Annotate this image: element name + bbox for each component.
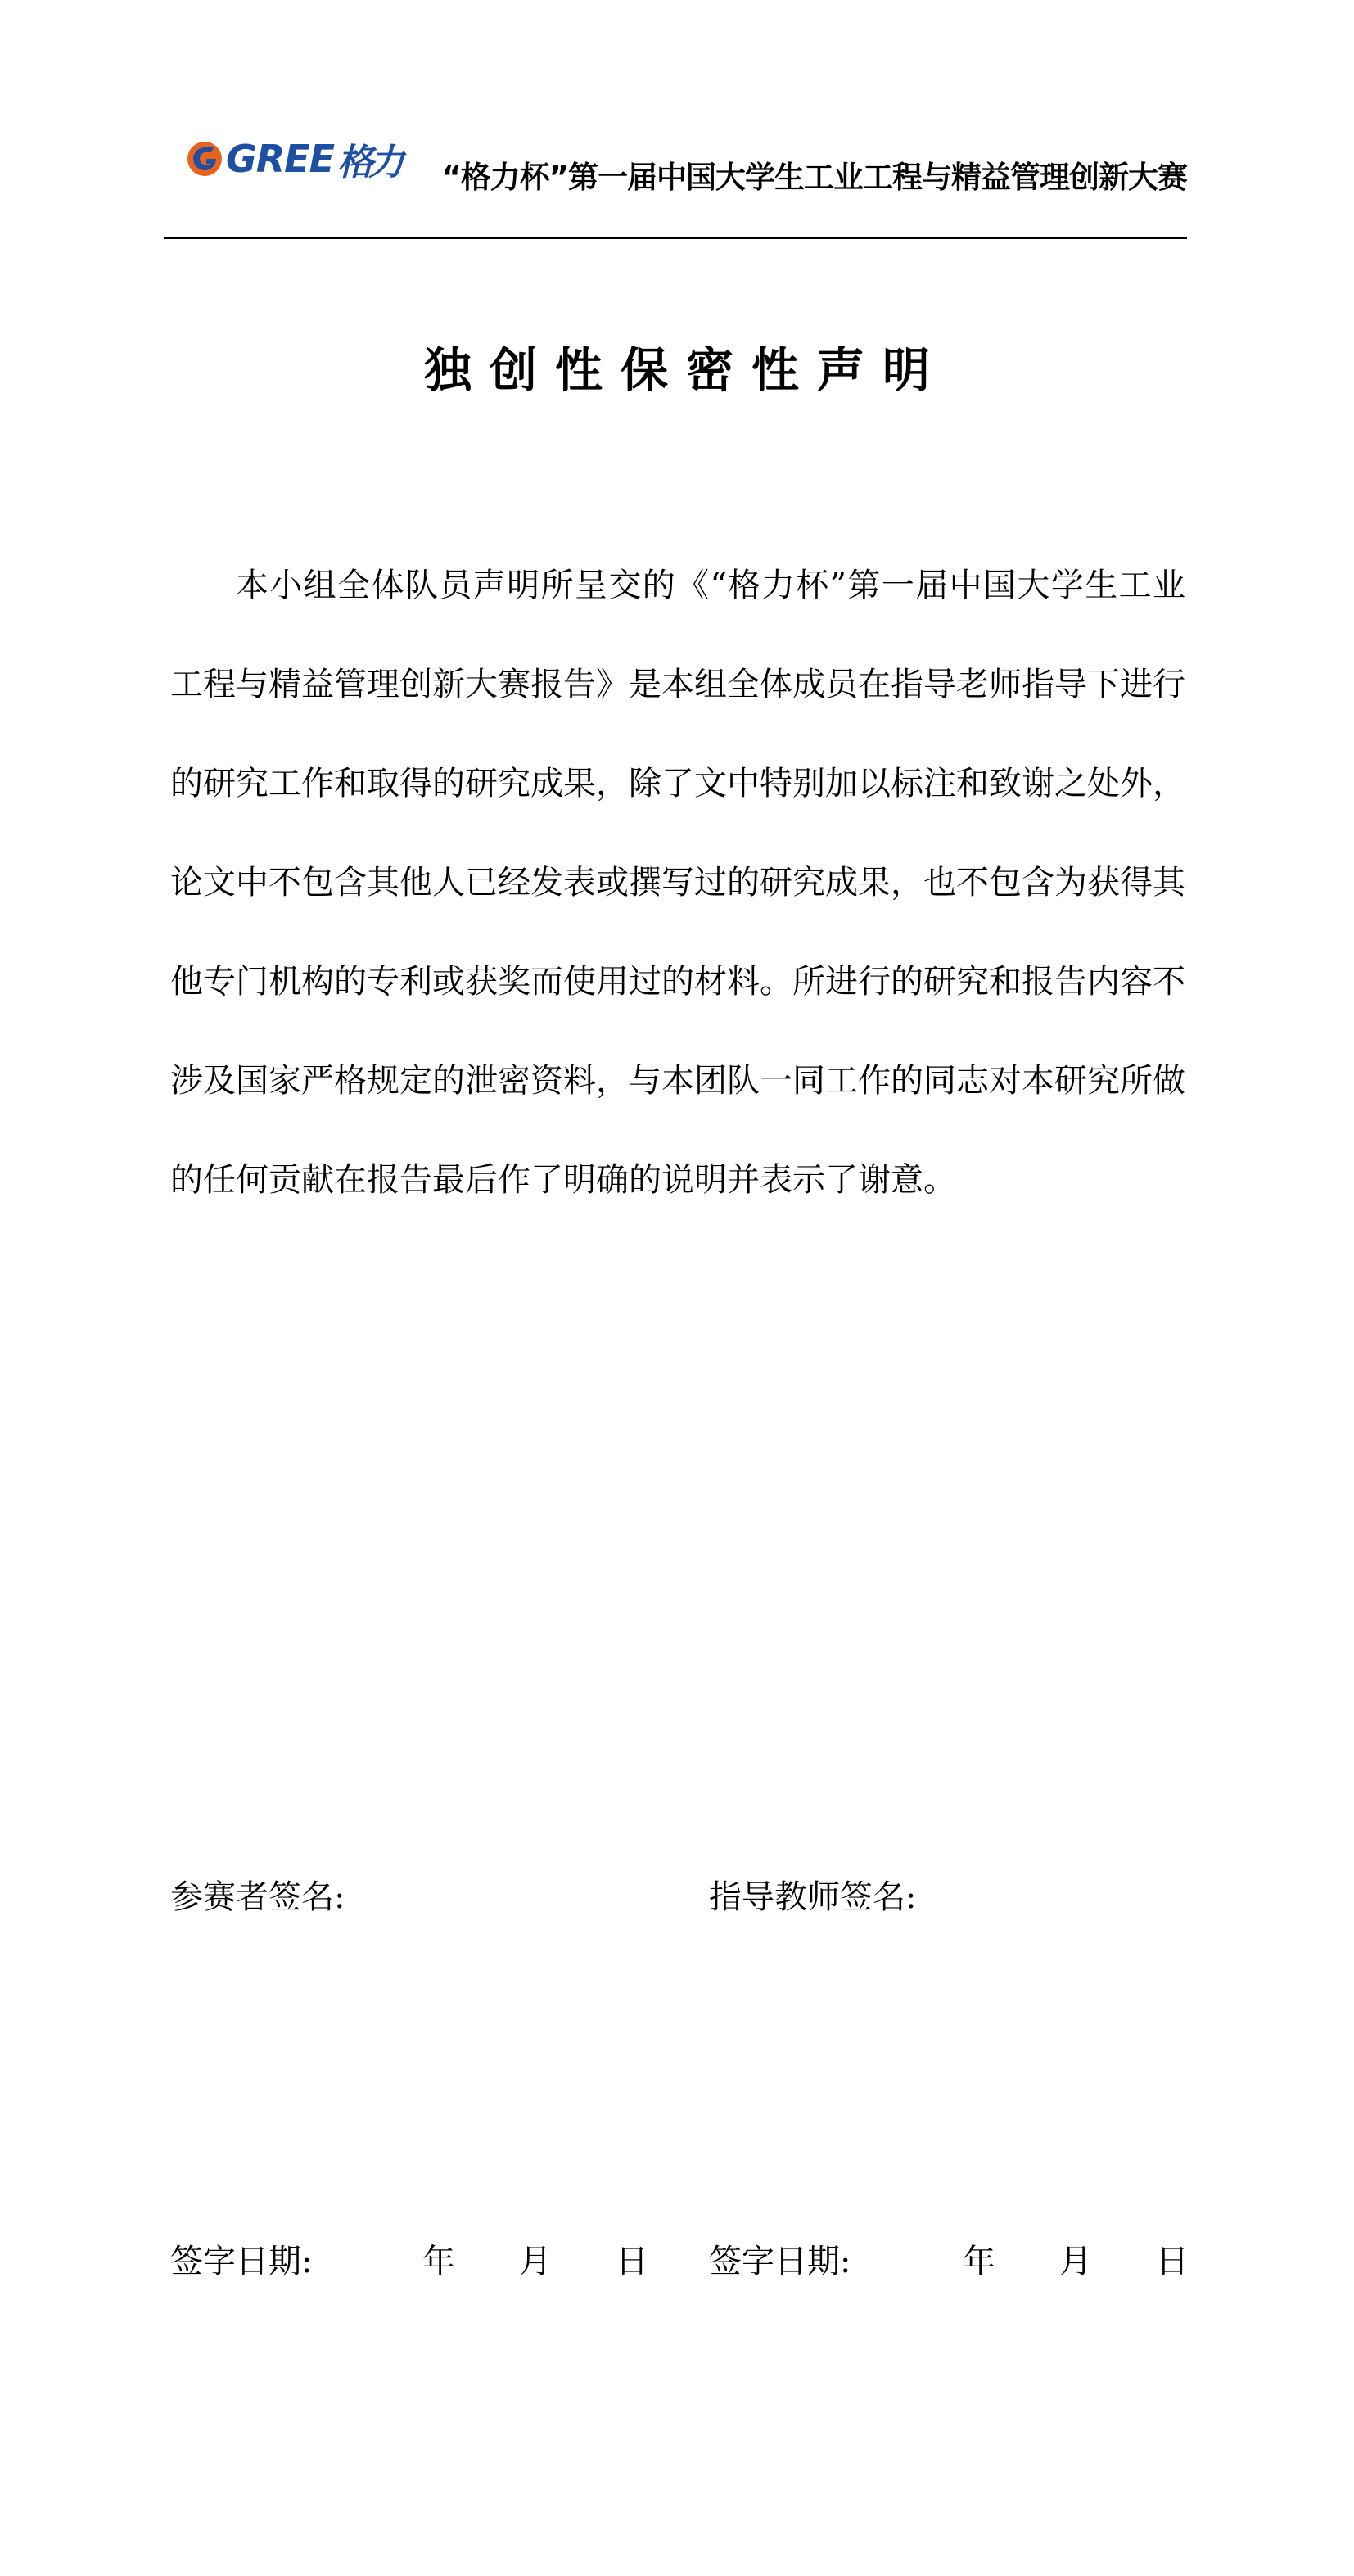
logo-chinese-wordmark: 格力 xyxy=(337,142,400,183)
left-date-year: 年 xyxy=(422,2243,455,2280)
left-date-label: 签字日期: xyxy=(170,2243,313,2280)
left-date-month: 月 xyxy=(519,2243,552,2280)
participant-signature-label: 参赛者签名: xyxy=(170,1878,345,1916)
right-date-label: 签字日期: xyxy=(709,2243,851,2280)
document-title: 独创性保密性声明 xyxy=(423,342,948,398)
right-date-year: 年 xyxy=(963,2243,995,2280)
right-date-month: 月 xyxy=(1059,2243,1092,2280)
gree-logo-icon xyxy=(187,141,223,177)
gree-logo xyxy=(187,134,399,183)
header-divider xyxy=(164,237,1187,239)
declaration-paragraph: 本小组全体队员声明所呈交的《“格力杯”第一届中国大学生工业工程与精益管理创新大赛报告》是本组全体成员在指导老师指导下进行的研究工作和取得的研究成果，除了文中特别加以标注和致谢之处外，论文中不包含其他人已经发表或撰写过的研究成果，也不包含为获得其他专门机构的专利或获奖而使用过的材料。所进行的研究和报告内容不涉及国家严格规定的泄密资料，与本团队一同工作的同志对本研究所做的任何贡献在报告最后作了明确的说明并表示了谢意。 xyxy=(170,567,1185,1199)
competition-title: “格力杯”第一届中国大学生工业工程与精益管理创新大赛 xyxy=(441,160,1187,195)
date-row xyxy=(0,2235,1354,2285)
left-date-day: 日 xyxy=(616,2243,648,2280)
right-date-day: 日 xyxy=(1156,2243,1189,2280)
page-header xyxy=(164,123,1187,237)
advisor-signature-label: 指导教师签名: xyxy=(709,1878,917,1916)
logo-wordmark: GREE xyxy=(226,137,335,181)
